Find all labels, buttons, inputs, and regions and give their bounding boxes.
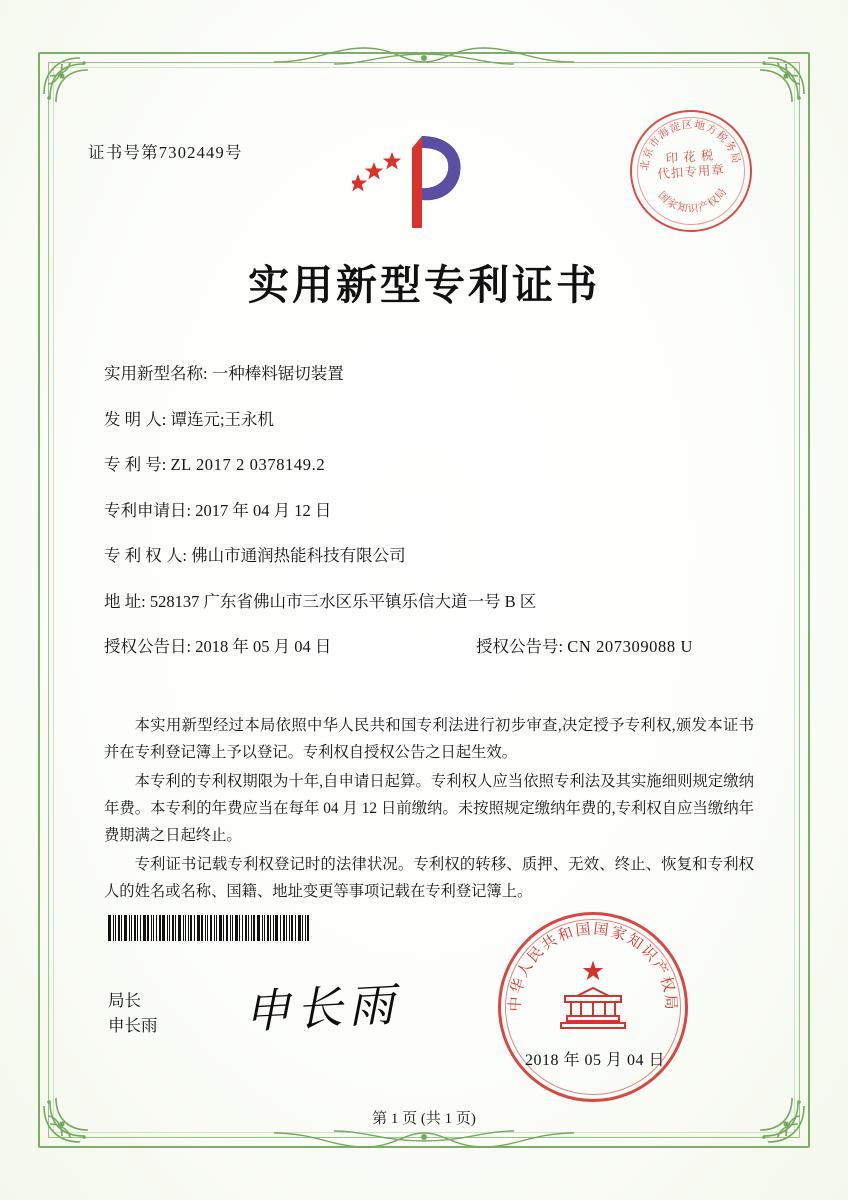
grant-date-label: 授权公告日: [104, 637, 192, 656]
field-value: 谭连元;王永机 [170, 409, 275, 429]
field-value: 528137 广东省佛山市三水区乐平镇乐信大道一号 B 区 [149, 591, 537, 611]
page-title: 实用新型专利证书 [248, 262, 600, 308]
barcode [108, 915, 311, 941]
field-label: 地 址: [104, 591, 146, 611]
legal-text-block [104, 712, 754, 907]
field-value: 2017 年 04 月 12 日 [195, 500, 332, 520]
field-value: 一种棒料锯切装置 [211, 364, 344, 383]
tax-stamp-center-line2: 代扣专用章 [656, 162, 726, 182]
field-label: 发 明 人: [104, 409, 167, 429]
tax-stamp-center-line1: 印 花 税 [665, 148, 715, 166]
svg-text:国家知识产权局 [655, 185, 731, 218]
signatory-name: 申长雨 [108, 1016, 158, 1035]
official-seal [498, 912, 688, 1102]
certificate-number: 证书号第7302449号 [88, 143, 243, 162]
tax-stamp-arc-bottom: 国家知识产权局 [655, 186, 730, 216]
field-value: 佛山市通润热能科技有限公司 [191, 546, 406, 565]
field-value: ZL 2017 2 0378149.2 [170, 455, 326, 474]
field-label: 专利申请日: [104, 500, 192, 520]
grant-number-group [476, 637, 693, 657]
field-utility-model-name [104, 364, 764, 384]
field-patent-number [104, 455, 764, 475]
legal-paragraph-3: 专利证书记载专利权登记时的法律状况。专利权的转移、质押、无效、终止、恢复和专利权人的姓名或名称、国籍、地址变更等事项记载在专利登记簿上。 [104, 856, 754, 900]
seal-date: 2018 年 05 月 04 日 [524, 1052, 665, 1069]
signatory-title: 局长 [108, 991, 141, 1010]
legal-paragraph-1: 本实用新型经过本局依照中华人民共和国专利法进行初步审查,决定授予专利权,颁发本证书并在专利登记簿上予以登记。专利权自授权公告之日起生效。 [104, 717, 754, 761]
field-grant-announcement [104, 637, 764, 657]
signatory-block [108, 988, 158, 1038]
fields-list [104, 364, 764, 683]
field-application-date [104, 501, 764, 521]
field-patentee [104, 546, 764, 566]
tax-stamp [626, 106, 756, 236]
seal-star-icon: ★ [580, 956, 606, 986]
seal-arc-text: 中华人民共和国国家知识产权局 [507, 921, 679, 1012]
seal-emblem-icon [557, 986, 629, 1032]
field-inventor [104, 410, 764, 430]
field-label: 专 利 权 人: [104, 546, 187, 565]
field-label: 专 利 号: [104, 455, 167, 474]
page-footer: 第 1 页 (共 1 页) [372, 1111, 476, 1127]
grant-date-value: 2018 年 05 月 04 日 [195, 637, 332, 656]
legal-paragraph-2: 本专利的专利权期限为十年,自申请日起算。专利权人应当依照专利法及其实施细则规定缴纳年费。本专利的年费应当在每年 04 月 12 日前缴纳。未按照规定缴纳年费的,专利权自应当缴纳年费期满之日起终止。 [104, 773, 754, 844]
field-address [104, 592, 764, 612]
cnipa-logo-icon [352, 128, 472, 240]
handwritten-signature: 申长雨 [242, 976, 402, 1040]
field-label: 实用新型名称: [104, 364, 208, 383]
grant-number-label: 授权公告号: [476, 637, 564, 656]
grant-number-value: CN 207309088 U [567, 637, 693, 656]
tax-stamp-arc-top: 北京市海淀区地方税务局 [639, 119, 742, 172]
